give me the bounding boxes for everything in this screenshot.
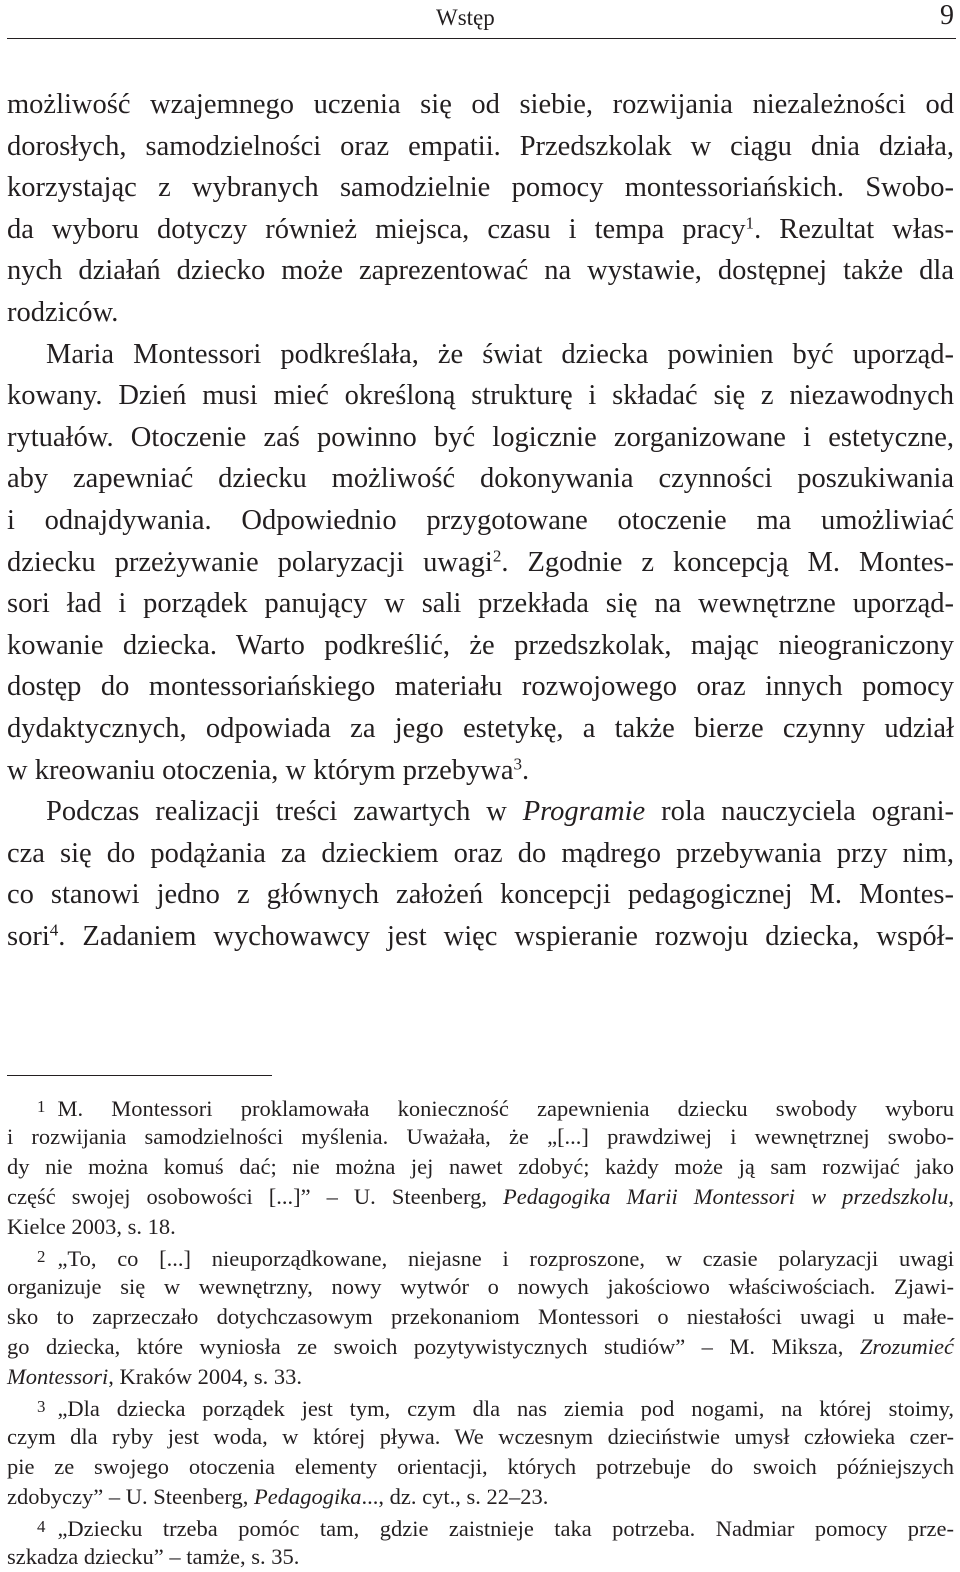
running-header-title: Wstęp [436,5,495,30]
footnote-line [7,1092,954,1122]
italic-title: Programie [522,796,646,828]
footnote-line [7,1362,954,1392]
body-line: kowany. Dzień musi mieć określoną strukturę i składać się z niezawodnych [7,380,954,412]
body-line: rytuałów. Otoczenie zaś powinno być logicznie zorganizowane i estetyczne, [7,421,954,453]
text-run: dziecku przeżywanie polaryzacji uwagi [7,546,493,578]
body-line: Maria Montessori podkreślała, że świat dziecka powinien być uporząd- [46,338,954,370]
footnote-line [7,1482,954,1512]
body-line: nych działań dziecko może zaprezentować na wystawie, dostępnej także dla [7,255,954,287]
text-run: . Zgodnie z koncepcją M. Montes- [501,546,954,578]
text-run: M. Montessori proklamowała konieczność zapewnienia dziecku swobody wyboru [57,1096,954,1122]
footnote-number: 2 [37,1247,46,1266]
body-line: aby zapewniać dziecku możliwość dokonywania czynności poszukiwania [7,463,954,495]
italic-title: Zrozumieć [859,1334,954,1359]
page-number: 9 [940,0,954,31]
footnote-line [7,1182,954,1212]
body-line: co stanowi jedno z głównych założeń koncepcji pedagogicznej M. Montes- [7,879,954,911]
italic-title: Montessori [7,1364,109,1389]
text-run: w kreowaniu otoczenia, w którym przebywa [7,754,514,786]
footnote-1 [7,1092,954,1242]
footnote-line [7,1512,954,1542]
footnote-line: Kielce 2003, s. 18. [7,1214,176,1239]
body-line [7,750,954,792]
footnote-line: dy nie można komuś dać; nie można jej nawet zdobyć; każdy może ją sam rozwijać jako [7,1154,954,1179]
footnote-line: i rozwijania samodzielności myślenia. Uważała, że „[...] prawdziwej i wewnętrznej swobo- [7,1124,954,1149]
body-line [7,209,954,251]
italic-title: Pedagogika [254,1484,362,1509]
body-line: rodziców. [7,296,119,328]
body-line: sori ład i porządek panujący w sali przekłada się na wewnętrzne uporząd- [7,588,954,620]
body-line: cza się do podążania za dzieckiem oraz do mądrego przebywania przy nim, [7,837,954,869]
footnote-ref: 4 [49,920,59,940]
footnotes [7,1092,954,1572]
body-line [7,542,954,584]
body-line: dostęp do montessoriańskiego materiału rozwojowego oraz innych pomocy [7,671,954,703]
footnote-ref: 1 [745,213,755,233]
body-line: korzystając z wybranych samodzielnie pomocy montessoriańskich. Swobo- [7,172,954,204]
text-run: Podczas realizacji treści zawartych w [46,796,523,828]
body-line: kowanie dziecka. Warto podkreślić, że przedszkolak, mając nieograniczony [7,629,954,661]
text-run: rola nauczyciela ograni- [645,796,954,828]
body-line [7,791,954,833]
text-run: część swojej osobowości [...]” – U. Steenberg, [7,1184,504,1209]
footnote-number: 1 [37,1097,46,1116]
body-line: i odnajdywania. Odpowiednio przygotowane otoczenie ma umożliwiać [7,504,954,536]
body-line [7,916,954,958]
footnote-number: 3 [37,1397,46,1416]
footnote-ref: 3 [513,754,523,774]
text-run: da wyboru dotyczy również miejsca, czasu i tempa pracy [7,213,746,245]
text-run: . Rezultat włas- [754,213,954,245]
body-line: możliwość wzajemnego uczenia się od siebie, rozwijania niezależności od [7,89,954,120]
footnote-3 [7,1392,954,1512]
footnote-line: sko to zaprzeczało dotychczasowym przekonaniom Montessori o niestałości uwagi u małe- [7,1304,954,1329]
text-run: , Kraków 2004, s. 33. [108,1364,302,1389]
footnote-line: organizuje się w wewnętrzny, nowy wytwór o nowych jakościowo właściwościach. Zjawi- [7,1274,954,1299]
text-run: . [522,754,530,786]
text-run: zdobyczy” – U. Steenberg, [7,1484,255,1509]
footnote-ref: 2 [492,546,502,566]
header-rule [7,38,956,39]
text-run: „To, co [...] nieuporządkowane, niejasne i rozproszone, w czasie polaryzacji uwagi [57,1246,954,1272]
footnote-line [7,1242,954,1272]
footnote-2 [7,1242,954,1392]
text-run: , [948,1184,954,1209]
footnote-4 [7,1512,954,1572]
text-run: „Dziecku trzeba pomóc tam, gdzie zaistnieje taka potrzeba. Nadmiar pomocy prze- [57,1516,954,1542]
text-run: sori [7,920,50,952]
footnote-number: 4 [37,1517,46,1536]
footnote-line: pie ze swojego otoczenia elementy orientacji, których potrzebuje do swoich późniejszych [7,1454,954,1479]
footnote-line: szkadza dziecku” – tamże, s. 35. [7,1544,300,1569]
footnote-line [7,1392,954,1422]
italic-title: Pedagogika Marii Montessori w przedszkolu [503,1184,949,1209]
footnote-line [7,1332,954,1362]
text-run: . Zadaniem wychowawcy jest więc wspieranie rozwoju dziecka, współ- [58,920,954,952]
text-run: go dziecka, które wyniosła ze swoich pozytywistycznych studiów” – M. Miksza, [7,1334,860,1359]
footnote-line: czym dla ryby jest woda, w której pływa. We wczesnym dzieciństwie umysł człowieka czer- [7,1424,954,1449]
text-run: „Dla dziecka porządek jest tym, czym dla nas ziemia pod nogami, na której stoimy, [57,1396,954,1422]
footnote-separator [7,1075,272,1076]
body-line: dydaktycznych, odpowiada za jego estetykę, a także bierze czynny udział [7,712,954,744]
body-line: dorosłych, samodzielności oraz empatii. Przedszkolak w ciągu dnia działa, [7,130,954,162]
main-text [7,84,954,957]
text-run: ..., dz. cyt., s. 22–23. [361,1484,549,1509]
